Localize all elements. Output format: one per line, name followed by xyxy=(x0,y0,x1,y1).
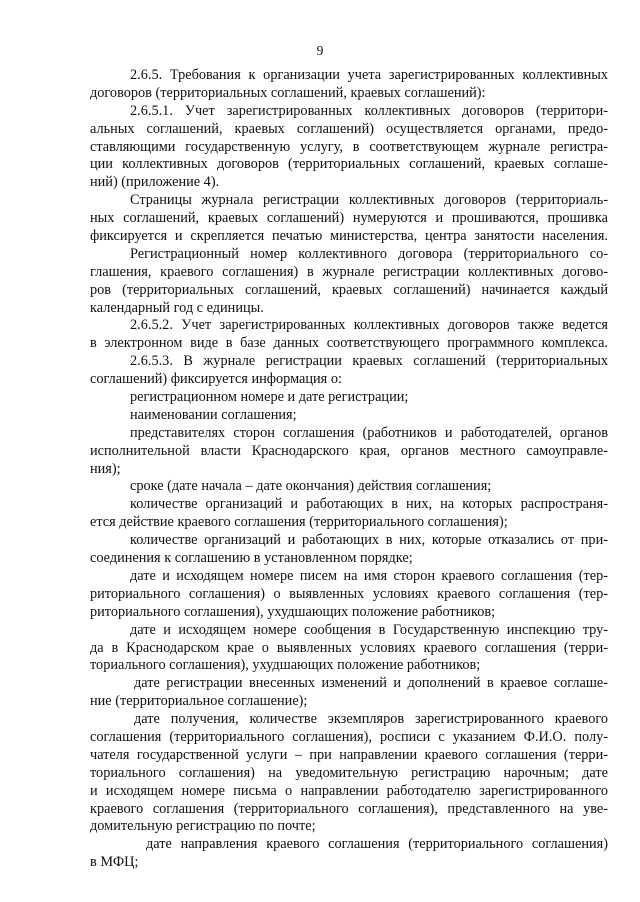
text-line: риториального соглашения) о выявленных условиях краевого соглашения (тер- xyxy=(90,585,608,602)
text-line: Регистрационный номер коллективного договора (территориального со- xyxy=(130,245,608,262)
text-line: Страницы журнала регистрации коллективных договоров (территориаль- xyxy=(130,192,608,209)
text-line: исполнительной власти Краснодарского края, органов местного самоуправле- xyxy=(90,442,608,459)
text-line: календарный год с единицы. xyxy=(90,299,264,316)
text-line: домительную регистрацию по почте; xyxy=(90,818,316,835)
text-line: соединения к соглашению в установленном порядке; xyxy=(90,550,413,567)
text-line: дате и исходящем номере писем на имя сторон краевого соглашения (тер- xyxy=(130,567,608,584)
text-line: количестве организаций и работающих в них, которые отказались от при- xyxy=(130,532,608,549)
text-line: краевого соглашения (территориального соглашения), представленного на уве- xyxy=(90,800,608,817)
text-line: регистрационном номере и дате регистрации; xyxy=(130,389,409,406)
text-line: ний) (приложение 4). xyxy=(90,174,220,191)
text-line: ториального соглашения) на уведомительную регистрацию нарочным; дате xyxy=(90,764,608,781)
text-line: риториального соглашения), ухудшающих положение работников; xyxy=(90,603,496,620)
text-line: чателя государственной услуги – при направлении краевого соглашения (терри- xyxy=(90,746,608,763)
text-line: 2.6.5. Требования к организации учета зарегистрированных коллективных xyxy=(130,67,608,83)
text-line: ние (территориальное соглашение); xyxy=(90,693,308,710)
text-line: ставляющими государственную услугу, в соответствующем журнале регистра- xyxy=(90,138,608,155)
text-line: договоров (территориальных соглашений, краевых соглашений): xyxy=(90,84,486,101)
text-line: соглашения (территориального соглашения), росписи с указанием Ф.И.О. полу- xyxy=(90,728,608,745)
text-line: ции коллективных договоров (территориальных соглашений, краевых соглаше- xyxy=(90,156,608,173)
text-line: ториального соглашения), ухудшающих положение работников; xyxy=(90,657,481,674)
text-line: наименовании соглашения; xyxy=(130,406,297,423)
text-line: ров (территориальных соглашений, краевых соглашений) начинается каждый xyxy=(90,281,608,298)
text-line: ных соглашений, краевых соглашений) нумеруются и прошиваются, прошивка xyxy=(90,210,608,227)
text-line: фиксируется и скрепляется печатью министерства, центра занятости населения. xyxy=(90,228,608,245)
text-line: ния); xyxy=(90,460,121,477)
text-line: и исходящем номере письма о направлении работодателю зарегистрированного xyxy=(90,782,608,799)
text-line: соглашений) фиксируется информация о: xyxy=(90,371,342,388)
text-line: представителях сторон соглашения (работников и работодателей, органов xyxy=(130,424,608,441)
text-line: ется действие краевого соглашения (территориального соглашения); xyxy=(90,514,508,531)
text-line: дате получения, количестве экземпляров зарегистрированного краевого xyxy=(134,711,608,728)
text-line: количестве организаций и работающих в них, на которых распространя- xyxy=(130,496,608,513)
text-line: 2.6.5.2. Учет зарегистрированных коллективных договоров также ведется xyxy=(130,317,608,334)
text-line: сроке (дате начала – дате окончания) действия соглашения; xyxy=(130,478,492,495)
document-body xyxy=(90,67,608,872)
text-line: альных соглашений, краевых соглашений) осуществляется органами, предо- xyxy=(90,120,608,137)
text-line: дате направления краевого соглашения (территориального соглашения) xyxy=(146,836,608,853)
text-line: в МФЦ; xyxy=(90,854,139,871)
text-line: 2.6.5.3. В журнале регистрации краевых соглашений (территориальных xyxy=(130,353,608,370)
page-number: 9 xyxy=(316,43,324,58)
text-line: в электронном виде в базе данных соответствующего программного комплекса. xyxy=(90,335,608,352)
text-line: да в Краснодарском крае о выявленных условиях краевого соглашения (терри- xyxy=(90,639,608,656)
text-line: глашения, краевого соглашения) в журнале регистрации коллективных догово- xyxy=(90,263,608,280)
text-line: 2.6.5.1. Учет зарегистрированных коллективных договоров (территори- xyxy=(130,102,608,119)
text-line: дате регистрации внесенных изменений и дополнений в краевое соглаше- xyxy=(134,675,608,692)
text-line: дате и исходящем номере сообщения в Государственную инспекцию тру- xyxy=(130,621,608,638)
